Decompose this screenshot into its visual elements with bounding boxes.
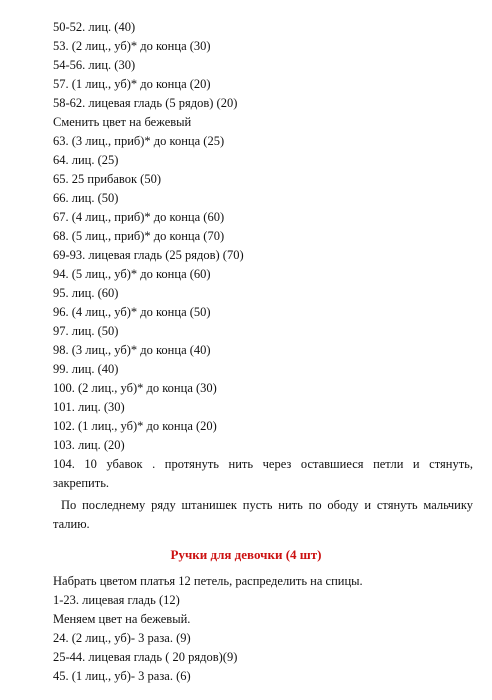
- row-line: 95. лиц. (60): [53, 286, 119, 300]
- row-line: 50-52. лиц. (40): [53, 20, 136, 34]
- row-line: 66. лиц. (50): [53, 191, 119, 205]
- row-line: Меняем цвет на бежевый.: [53, 612, 191, 626]
- row-line: 101. лиц. (30): [53, 400, 125, 414]
- row-line: 57. (1 лиц., уб)* до конца (20): [53, 77, 211, 91]
- row-line: 54-56. лиц. (30): [53, 58, 136, 72]
- row-line: 103. лиц. (20): [53, 438, 125, 452]
- row-line: 99. лиц. (40): [53, 362, 119, 376]
- section-title: Ручки для девочки (4 шт): [170, 547, 322, 562]
- paragraph-line: закрепить.: [53, 476, 110, 490]
- row-line: Набрать цветом платья 12 петель, распределить на спицы.: [53, 574, 363, 588]
- row-line: 94. (5 лиц., уб)* до конца (60): [53, 267, 211, 281]
- row-line: 98. (3 лиц., уб)* до конца (40): [53, 343, 211, 357]
- row-line: Сменить цвет на бежевый: [53, 115, 192, 129]
- row-line: 45. (1 лиц., уб)- 3 раза. (6): [53, 669, 191, 683]
- paragraph-line: 104. 10 убавок . протянуть нить через оставшиеся петли и стянуть,: [53, 457, 473, 471]
- row-line: 68. (5 лиц., приб)* до конца (70): [53, 229, 225, 243]
- paragraph-line: талию.: [53, 517, 90, 531]
- row-line: 100. (2 лиц., уб)* до конца (30): [53, 381, 217, 395]
- row-line: 58-62. лицевая гладь (5 рядов) (20): [53, 96, 238, 110]
- row-line: 67. (4 лиц., приб)* до конца (60): [53, 210, 225, 224]
- paragraph-line: По последнему ряду штанишек пусть нить по ободу и стянуть мальчику: [61, 498, 473, 512]
- row-line: 24. (2 лиц., уб)- 3 раза. (9): [53, 631, 191, 645]
- row-line: 97. лиц. (50): [53, 324, 119, 338]
- row-line: 64. лиц. (25): [53, 153, 119, 167]
- row-line: 96. (4 лиц., уб)* до конца (50): [53, 305, 211, 319]
- row-line: 1-23. лицевая гладь (12): [53, 593, 180, 607]
- row-line: 63. (3 лиц., приб)* до конца (25): [53, 134, 225, 148]
- row-line: 53. (2 лиц., уб)* до конца (30): [53, 39, 211, 53]
- row-line: 65. 25 прибавок (50): [53, 172, 162, 186]
- row-line: 25-44. лицевая гладь ( 20 рядов)(9): [53, 650, 238, 664]
- row-line: 69-93. лицевая гладь (25 рядов) (70): [53, 248, 244, 262]
- row-line: 102. (1 лиц., уб)* до конца (20): [53, 419, 217, 433]
